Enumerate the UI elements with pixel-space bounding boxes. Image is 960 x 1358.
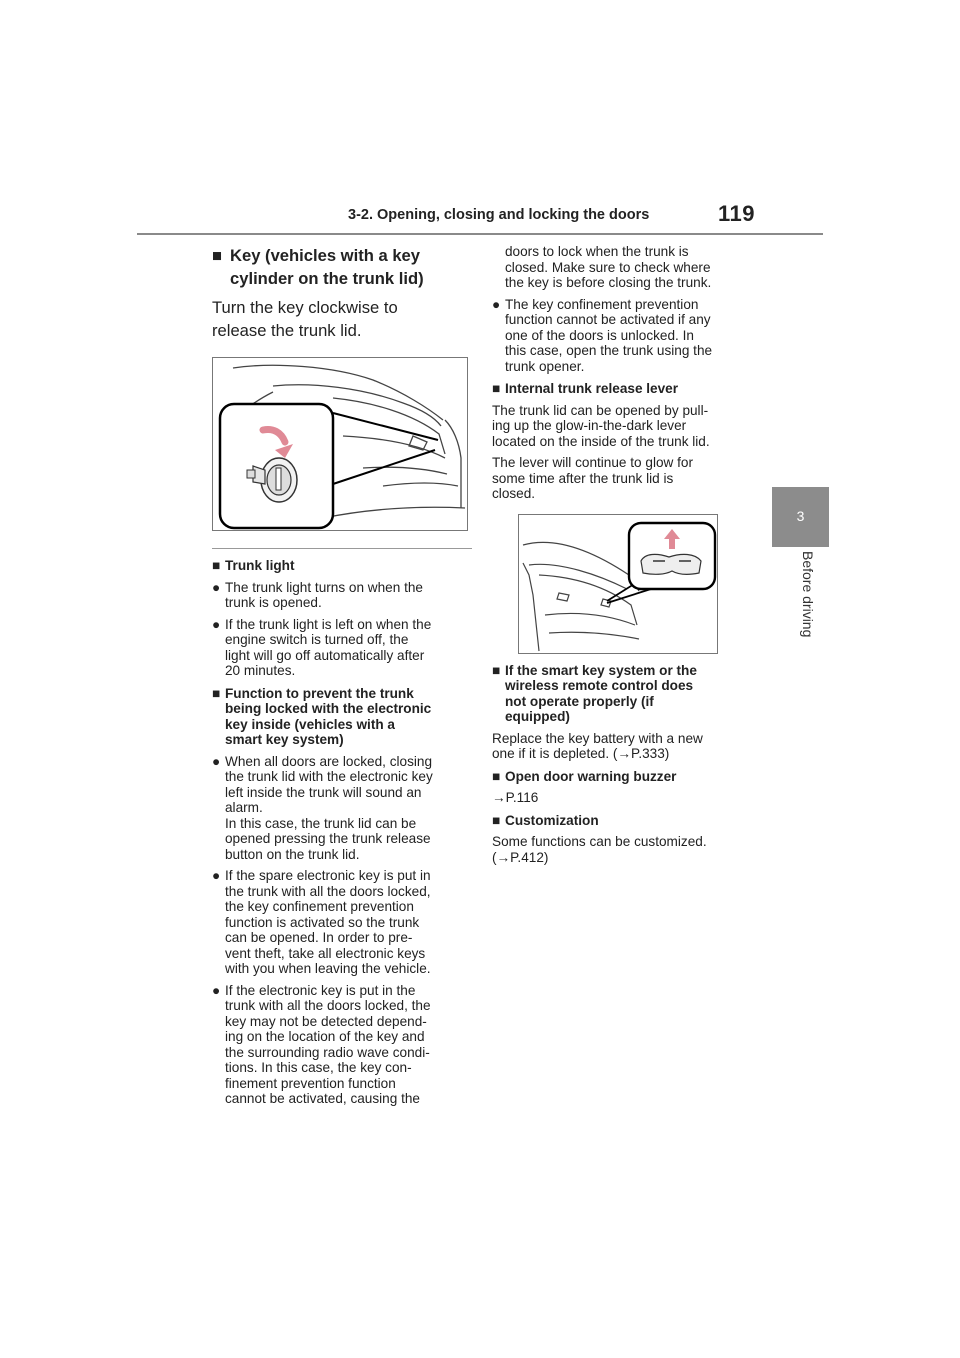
key-cylinder-heading: ■ Key (vehicles with a key cylinder on the trunk lid) bbox=[212, 246, 424, 288]
list-item: ● If the electronic key is put in the trunk with all the doors locked, the key may not be detected depend- ing on the location of the key and the surrounding radio wave condi- tions. In this case, the key con- finement prevention function cannot be activated, causing the bbox=[212, 982, 431, 1106]
bullet-icon: ● bbox=[212, 579, 221, 595]
paragraph: Replace the key battery with a new one if it is depleted. (→P.333) bbox=[492, 730, 703, 761]
key-cylinder-intro: Turn the key clockwise to release the trunk lid. bbox=[212, 298, 398, 340]
square-marker-icon: ■ bbox=[212, 246, 223, 265]
square-marker-icon: ■ bbox=[212, 558, 221, 573]
right-column bbox=[492, 244, 756, 865]
bullet-icon: ● bbox=[212, 616, 221, 632]
square-marker-icon: ■ bbox=[492, 768, 501, 784]
header-divider bbox=[137, 233, 823, 235]
bullet-icon: ● bbox=[492, 296, 501, 312]
section-title: 3-2. Opening, closing and locking the doors bbox=[348, 207, 650, 223]
page-number: 119 bbox=[718, 201, 755, 226]
bullet-icon: ● bbox=[212, 753, 221, 769]
square-marker-icon: ■ bbox=[492, 662, 501, 678]
paragraph: Some functions can be customized. (→P.412) bbox=[492, 834, 707, 865]
internal-lever-illustration bbox=[518, 514, 718, 654]
paragraph: The lever will continue to glow for some time after the trunk lid is closed. bbox=[492, 455, 693, 501]
car-rear-key-icon bbox=[213, 358, 469, 532]
bullet-continuation: doors to lock when the trunk is closed. Make sure to check where the key is before closing the trunk. bbox=[505, 244, 712, 290]
list-item: ● If the spare electronic key is put in the trunk with all the doors locked, the key confinement prevention function is activated so the trunk can be opened. In order to pre- vent theft, take all electronic keys with you when leaving the vehicle. bbox=[212, 868, 431, 976]
list-item: ● If the trunk light is left on when the engine switch is turned off, the light will go off automatically after 20 minutes. bbox=[212, 616, 432, 678]
chapter-number: 3 bbox=[796, 508, 805, 524]
trunk-light-heading: ■ Trunk light bbox=[212, 558, 295, 573]
section-divider bbox=[212, 548, 472, 549]
chapter-title: Before driving bbox=[800, 551, 816, 638]
list-item: ● The trunk light turns on when the trunk is opened. bbox=[212, 579, 423, 610]
list-item: ● When all doors are locked, closing the trunk lid with the electronic key left inside the trunk will sound an alarm. In this case, the trunk lid can be opened pressing the trunk release button on the trunk lid. bbox=[212, 753, 433, 862]
customization-heading: ■ Customization bbox=[492, 812, 599, 828]
chapter-title-vertical bbox=[800, 551, 816, 701]
paragraph: The trunk lid can be opened by pull- ing up the glow-in-the-dark lever located on the inside of the trunk lid. bbox=[492, 402, 710, 449]
square-marker-icon: ■ bbox=[492, 812, 501, 828]
smart-key-heading: ■ If the smart key system or the wireless remote control does not operate properly (if equipped) bbox=[492, 662, 697, 724]
square-marker-icon: ■ bbox=[212, 685, 221, 701]
page-reference: →P.116 bbox=[492, 790, 539, 805]
open-door-buzzer-heading: ■ Open door warning buzzer bbox=[492, 768, 677, 784]
square-marker-icon: ■ bbox=[492, 381, 501, 396]
bullet-icon: ● bbox=[212, 868, 221, 883]
list-item: ● The key confinement prevention function cannot be activated if any one of the doors is unlocked. In this case, open the trunk using the trunk opener. bbox=[492, 296, 713, 374]
trunk-lever-icon bbox=[519, 515, 719, 655]
trunk-key-illustration bbox=[212, 357, 468, 531]
chapter-tab bbox=[772, 487, 829, 547]
key-lock-prevention-heading: ■ Function to prevent the trunk being locked with the electronic key inside (vehicles with a smart key system) bbox=[212, 685, 432, 747]
bullet-icon: ● bbox=[212, 982, 221, 998]
internal-release-lever-heading: ■ Internal trunk release lever bbox=[492, 381, 679, 396]
left-column bbox=[212, 240, 472, 1107]
